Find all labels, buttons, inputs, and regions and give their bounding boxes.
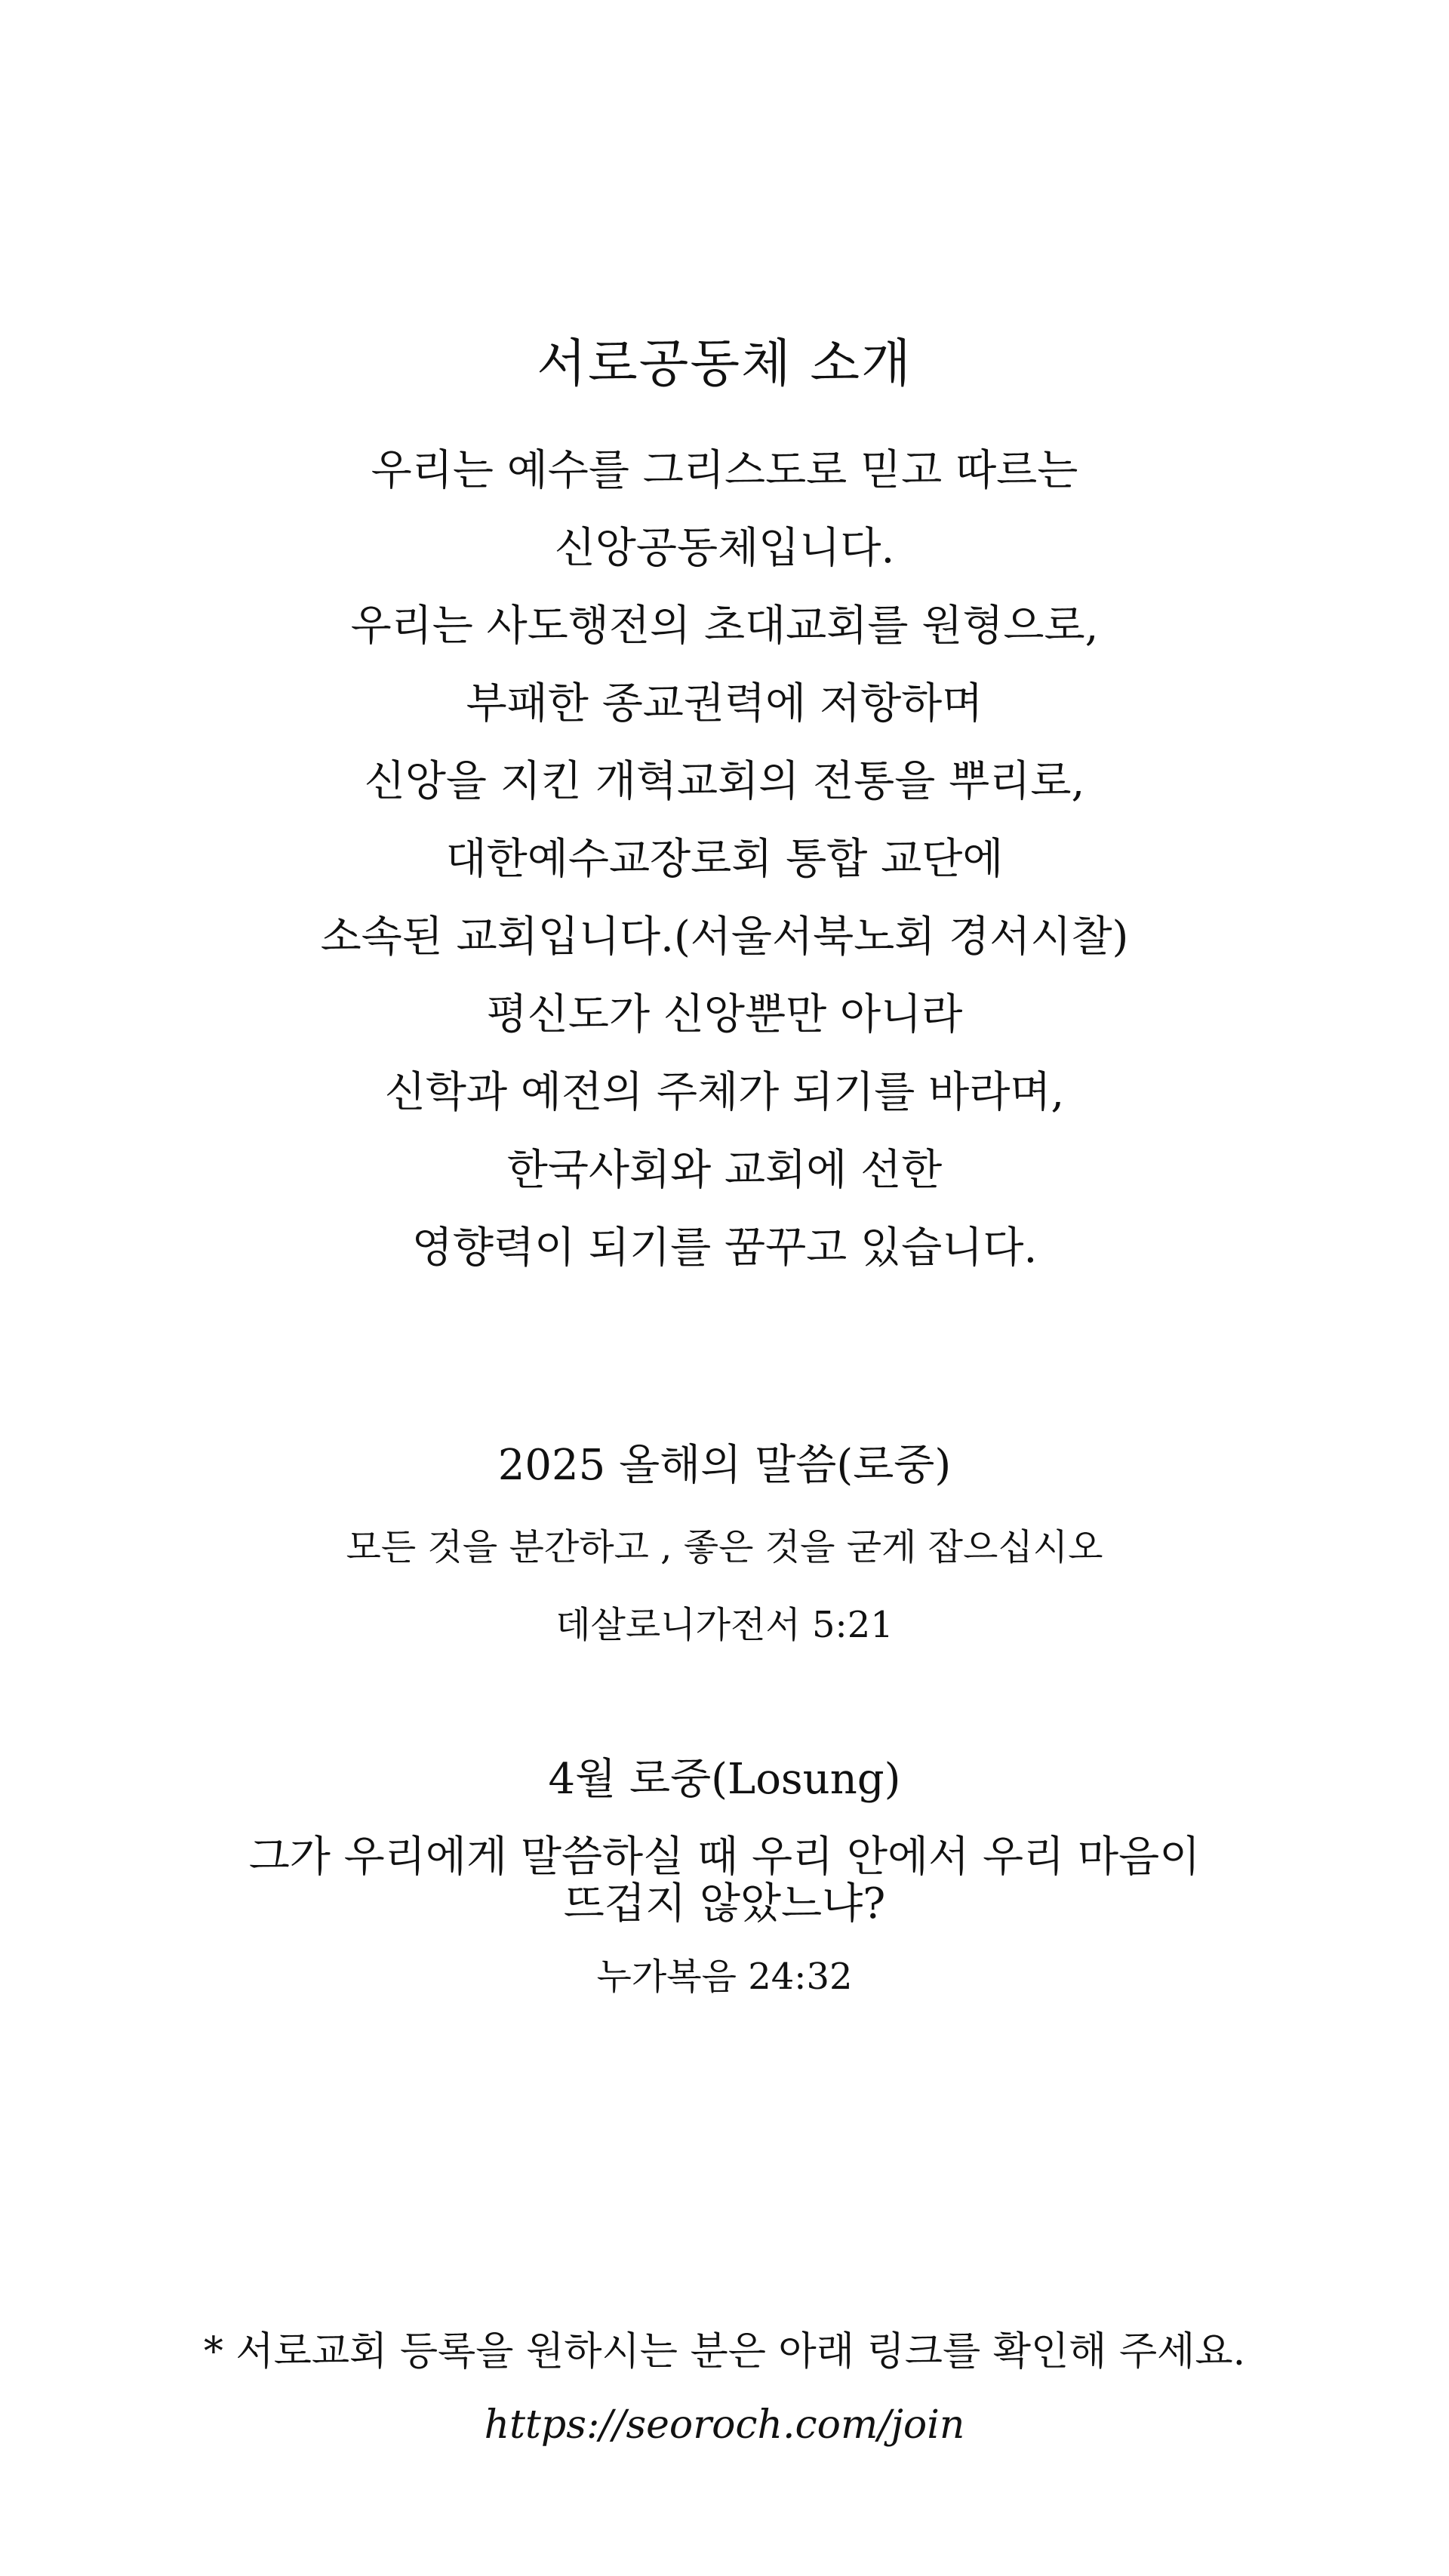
intro-line: 신앙을 지킨 개혁교회의 전통을 뿌리로, — [364, 757, 1085, 806]
losung-line: 뜨겁지 않았느냐? — [563, 1879, 886, 1928]
yearly-verse-text: 모든 것을 분간하고 , 좋은 것을 굳게 잡으십시오 — [346, 1526, 1103, 1568]
intro-line: 부패한 종교권력에 저항하며 — [466, 679, 983, 728]
intro-line: 신앙공동체입니다. — [554, 524, 895, 573]
losung-line: 그가 우리에게 말씀하실 때 우리 안에서 우리 마음이 — [248, 1833, 1201, 1882]
monthly-losung-title: 4월 로중(Losung) — [548, 1755, 901, 1804]
intro-line: 신학과 예전의 주체가 되기를 바라며, — [384, 1068, 1065, 1117]
intro-line: 소속된 교회입니다.(서울서북노회 경서시찰) — [320, 913, 1129, 962]
registration-notice: * 서로교회 등록을 원하시는 분은 아래 링크를 확인해 주세요. — [203, 2329, 1246, 2374]
intro-line: 대한예수교장로회 통합 교단에 — [445, 835, 1004, 884]
intro-title: 서로공동체 소개 — [537, 334, 912, 394]
monthly-losung-text — [0, 1834, 1449, 1928]
monthly-losung-reference: 누가복음 24:32 — [596, 1956, 853, 1998]
yearly-verse-reference: 데살로니가전서 5:21 — [555, 1604, 894, 1646]
intro-text — [0, 432, 1449, 1287]
intro-line: 우리는 예수를 그리스도로 믿고 따르는 — [371, 446, 1078, 495]
yearly-verse-title: 2025 올해의 말씀(로중) — [497, 1441, 952, 1490]
intro-line: 영향력이 되기를 꿈꾸고 있습니다. — [411, 1223, 1038, 1273]
join-link[interactable]: https://seoroch.com/join — [484, 2402, 965, 2448]
intro-line: 우리는 사도행전의 초대교회를 원형으로, — [350, 602, 1099, 651]
intro-line: 평신도가 신앙뿐만 아니라 — [486, 990, 963, 1039]
intro-line: 한국사회와 교회에 선한 — [506, 1146, 943, 1195]
